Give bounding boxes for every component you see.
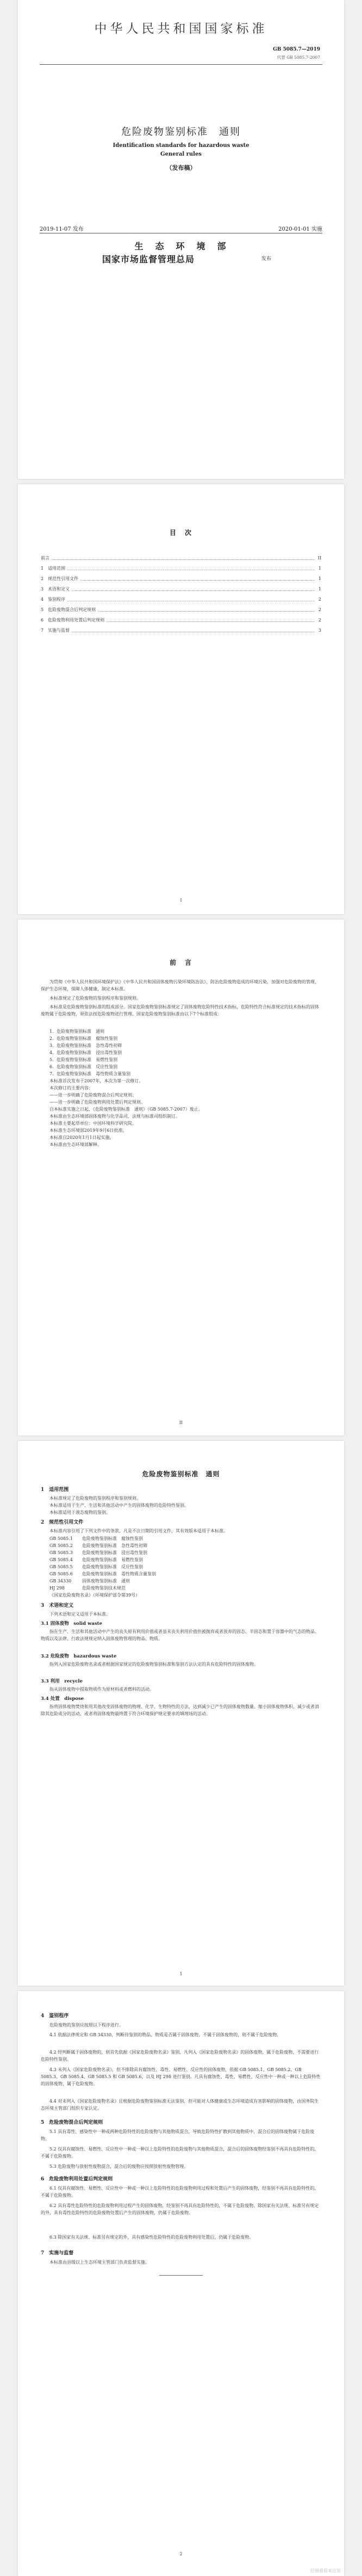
ref-name: 危险废物鉴别技术规范 bbox=[82, 1586, 126, 1591]
clause: 6.2 具有毒性危险特性的危险废物利用过程产生的固体废物，经鉴别不再具有危险特性的，不属于危险废物。除国家有关法规、标准另有规定的外，具有毒性危险特性的危险废物处置后产生的固体废物，仍属于危险废物。 bbox=[41, 2203, 319, 2215]
section-heading: 3 术语和定义 bbox=[41, 1603, 74, 1609]
ref-code: GB 5085.4 bbox=[49, 1557, 73, 1562]
toc-item[interactable]: 2 规范性引用文件 1 bbox=[41, 576, 321, 581]
toc-item[interactable]: 1 适用范围 1 bbox=[41, 566, 321, 571]
term-definition: 指将固体废物焚烧和用其他改变固体废物的物理、化学、生物特性的方法，达到减少已产生的固体废物数量、缩小固体废物体积、减少或者消除其危险成分的活动，或者将固体废物最终置于符合环境保护规定要求的填埋场的活动。 bbox=[41, 1704, 319, 1716]
body-page-2 bbox=[18, 1991, 344, 2576]
body-title: 危险废物鉴别标准 通则 bbox=[142, 1470, 220, 1478]
ref-name: 危险废物鉴别标准 反应性鉴别 bbox=[82, 1564, 143, 1569]
clause: 6.3 除国家有关法规、标准另有规定的外，具有感染性危险特性的危险废物利用处置后，仍属于危险废物。 bbox=[49, 2235, 254, 2240]
section-heading: 4 鉴别程序 bbox=[41, 2013, 69, 2019]
toc-item[interactable]: 5 危险废物混合后判定规则 2 bbox=[41, 607, 321, 612]
page-number: I bbox=[180, 898, 182, 903]
ref-code: GB 5085.2 bbox=[49, 1543, 73, 1548]
ref-name: 危险废物鉴别标准 浸出毒性鉴别 bbox=[82, 1550, 147, 1555]
ref-name: 危险废物鉴别标准 腐蚀性鉴别 bbox=[82, 1536, 143, 1541]
foreword-paragraph: 本标准规定了危险废物的鉴别程序和鉴别规则。 bbox=[49, 996, 141, 1001]
foreword-line: 本次修订的主要内容： bbox=[49, 1086, 93, 1090]
section-heading: 6 危险废物利用处置后判定规则 bbox=[41, 2177, 113, 2182]
ref-code: GB 5085.6 bbox=[49, 1572, 73, 1576]
ref-code: GB 5085.3 bbox=[49, 1550, 73, 1555]
foreword-paragraph: 为贯彻《中华人民共和国环境保护法》《中华人民共和国固体废物污染环境防治法》，防治危险废物造成的环境污染，加强对危险废物的管理，保护生态环境，保障人体健康，制定本标准。 bbox=[41, 979, 319, 991]
ref-name: 固体废物鉴别标准 通则 bbox=[82, 1579, 130, 1583]
section-paragraph: 本标准由县级以上生态环境主管部门负责监督实施。 bbox=[49, 2260, 149, 2265]
standards-list-item: 7．危险废物鉴别标准 毒性物质含量鉴别 bbox=[49, 1071, 131, 1076]
term-definition: 指从固体废物中提取物质作为原材料或者燃料的活动。 bbox=[49, 1687, 154, 1692]
term-heading: 3.4 处置 dispose bbox=[41, 1696, 84, 1702]
body-page-1 bbox=[18, 1441, 344, 1986]
toc-item[interactable]: 6 危险废物利用处置后判定规则 2 bbox=[41, 618, 321, 623]
ref-code: HJ 298 bbox=[49, 1586, 65, 1591]
clause: 6.1 仅具有腐蚀性、易燃性、反应性中一种或一种以上危险特性的危险废物利用过程和处置后产生的固体废物，经鉴别不再具有危险特性的，不属于危险废物。 bbox=[41, 2186, 319, 2198]
clause: 4.2 经判断属于固体废物的，则首先依据《国家危险废物名录》鉴别。凡列入《国家危险废物名录》的固体废物，属于危险废物，不需要进行危险特性鉴别。 bbox=[41, 2050, 319, 2062]
ref-list-last: 《国家危险废物名录》（环境保护部令第39号） bbox=[49, 1593, 140, 1598]
foreword-line: 本标准由生态环境部固体废物与化学品司、法规与标准司组织制订。 bbox=[49, 1114, 180, 1119]
term-heading: 3.3 利用 recycle bbox=[41, 1679, 83, 1684]
standards-list-item: 4．危险废物鉴别标准 浸出毒性鉴别 bbox=[49, 1050, 122, 1055]
foreword-line: 本标准首次发布于2007年，本次为第一次修订。 bbox=[49, 1079, 143, 1083]
toc-page bbox=[18, 484, 344, 914]
cover-title: 危险废物鉴别标准 通则 bbox=[121, 126, 241, 138]
foreword-line: 本标准主要起草单位：中国环境科学研究院。 bbox=[49, 1121, 136, 1126]
issuer-samr: 国家市场监督管理总局 bbox=[102, 254, 195, 264]
foreword-line: 本标准生态环境部2019年9月6日批准。 bbox=[49, 1128, 127, 1133]
publish-date: 2019-11-07 发布 bbox=[40, 226, 84, 232]
foreword-line: ——进一步明确了危险废物混合后判定规则； bbox=[49, 1093, 136, 1098]
clause: 4.3 未列入《国家危险废物名录》，但不排除具有腐蚀性、毒性、易燃性、反应性的固体废物，依据 GB 5085.1、GB 5085.2、GB 5085.3、GB 5085.4、GB 5085.5 和 GB 5085.6，以及 HJ 298 进行鉴别。凡具有腐蚀性、毒性、易燃性、反应性中一种或一种以上危险特性的固体废物，属于危险废物。 bbox=[41, 2067, 321, 2086]
clause: 4.4 对未列入《国家危险废物名录》且根据危险废物鉴别标准无法鉴别，但可能对人体健康或生态环境造成有害影响的固体废物，由国务院生态环境主管部门组织专家认定。 bbox=[41, 2099, 319, 2111]
standards-list-item: 5．危险废物鉴别标准 易燃性鉴别 bbox=[49, 1057, 118, 1062]
cover-title-en: Identification standards for hazardous waste bbox=[113, 143, 249, 149]
cover-status: （发布稿） bbox=[166, 164, 196, 171]
section-paragraph: 危险废物的鉴别应按照以下程序进行。 bbox=[49, 2023, 123, 2027]
page-number: II bbox=[179, 1420, 183, 1425]
section-paragraph: 本标准规定了危险废物的鉴别程序和鉴别规则。 bbox=[49, 1496, 141, 1501]
ref-name: 危险废物鉴别标准 易燃性鉴别 bbox=[82, 1557, 143, 1562]
standards-list-item: 1．危险废物鉴别标准 通则 bbox=[49, 1029, 105, 1034]
issuer-ministry: 生 态 环 境 部 bbox=[134, 241, 228, 251]
foreword-line: 本标准由生态环境部解释。 bbox=[49, 1142, 102, 1147]
foreword-line: 本标准自2020年1月1日起实施。 bbox=[49, 1135, 114, 1140]
implement-date: 2020-01-01 实施 bbox=[278, 226, 322, 232]
standards-list-item: 6．危险废物鉴别标准 反应性鉴别 bbox=[49, 1064, 118, 1069]
ref-code: GB 34330 bbox=[49, 1579, 72, 1583]
toc-item[interactable]: 前言 II bbox=[41, 556, 321, 560]
standards-list-item: 2．危险废物鉴别标准 腐蚀性鉴别 bbox=[49, 1036, 118, 1041]
clause: 5.3 危险废物与放射性废物混合，混合后的废物应按照放射性废物管理。 bbox=[49, 2164, 189, 2169]
term-definition: 指在生产、生活和其他活动中产生的丧失原有利用价值或者虽未丧失利用价值但被抛弃或者放弃的固态、半固态和置于容器中的气态的物品、物质以及法律、行政法规规定纳入固体废物管理的物品、物质。 bbox=[41, 1629, 319, 1641]
cover-page bbox=[18, 0, 344, 479]
ref-name: 危险废物鉴别标准 急性毒性初筛 bbox=[82, 1543, 147, 1548]
foreword-line: ——进一步明确了危险废物利用处置后判定规则。 bbox=[49, 1100, 145, 1105]
ref-name: 危险废物鉴别标准 毒性物质含量鉴别 bbox=[82, 1572, 156, 1576]
term-heading: 3.1 固体废物 solid waste bbox=[41, 1621, 103, 1626]
section-paragraph: 本标准适用于液态废物的鉴别。 bbox=[49, 1510, 110, 1515]
ref-code: GB 5085.1 bbox=[49, 1536, 73, 1541]
section-heading: 7 实施与监督 bbox=[41, 2251, 74, 2256]
section-heading: 1 适用范围 bbox=[41, 1487, 69, 1493]
foreword-line: 自本标准实施之日起，《危险废物鉴别标准 通则》（GB 5085.7-2007）废止。 bbox=[49, 1107, 203, 1112]
foreword-paragraph: 本标准是危险废物鉴别标准的组成部分。国家危险废物鉴别标准规定了固体废物危险特性技术指标，危险特性符合标准规定的技术指标的固体废物属于危险废物，须依法按危险废物进行管理。国家危险废物鉴别标准由以下7个标准组成： bbox=[41, 1004, 319, 1016]
page-number: 1 bbox=[179, 1971, 183, 1976]
replaces-note: 代替 GB 5085.7-2007 bbox=[277, 55, 320, 60]
clause: 5.2 仅具有腐蚀性、易燃性、反应性中一种或一种以上危险特性的危险废物与其他物质混合，混合后的固体废物经鉴别不再具有危险特性的，不属于危险废物。 bbox=[41, 2147, 319, 2159]
page-number: 2 bbox=[179, 2552, 183, 2556]
section-paragraph: 本标准适用于生产、生活和其他活动中产生的固体废物的危险特性鉴别。 bbox=[49, 1503, 189, 1508]
clause: 4.1 依据法律规定和 GB 34330，判断待鉴别的物品、物质是否属于固体废物，不属于固体废物的，则不属于危险废物。 bbox=[49, 2032, 282, 2037]
foreword-page bbox=[18, 920, 344, 1435]
section-paragraph: 本标准内容引用了下列文件中的条款。凡是不注日期的引用文件，其有效版本适用于本标准。 bbox=[49, 1529, 228, 1533]
foreword-title: 前 言 bbox=[169, 959, 192, 966]
term-definition: 指列入国家危险废物名录或者根据国家规定的危险废物鉴别标准和鉴别方法认定的具有危险特性的固体废物。 bbox=[49, 1662, 258, 1667]
header-rule bbox=[40, 64, 322, 65]
term-heading: 3.2 危险废物 hazardous waste bbox=[41, 1654, 117, 1659]
section-heading: 5 危险废物混合后判定规则 bbox=[41, 2120, 103, 2125]
cover-title-en-sub: General rules bbox=[160, 151, 202, 157]
issue-word: 发布 bbox=[261, 256, 272, 262]
end-rule bbox=[159, 2275, 203, 2276]
ref-code: GB 5085.5 bbox=[49, 1564, 73, 1569]
section-heading: 2 规范性引用文件 bbox=[41, 1520, 84, 1525]
section-paragraph: 下列术语和定义适用于本标准。 bbox=[49, 1612, 110, 1617]
toc-item[interactable]: 3 术语和定义 1 bbox=[41, 587, 321, 591]
standards-list-item: 3．危险废物鉴别标准 急性毒性初筛 bbox=[49, 1043, 122, 1048]
clause: 5.1 具有毒性、感染性中一种或两种危险特性的危险废物与其他物质混合，导致危险特性扩散到其他物质中，混合后的固体废物属于危险废物。 bbox=[41, 2129, 315, 2141]
toc-item[interactable]: 7 实施与监督 3 bbox=[41, 628, 321, 633]
watermark: 仔细看看来这里 bbox=[310, 2568, 341, 2573]
standard-code: GB 5085.7—2019 bbox=[273, 47, 320, 52]
standard-header: 中华人民共和国国家标准 bbox=[94, 22, 268, 36]
toc-item[interactable]: 4 鉴别程序 2 bbox=[41, 597, 321, 602]
toc-title: 目 次 bbox=[169, 529, 192, 537]
